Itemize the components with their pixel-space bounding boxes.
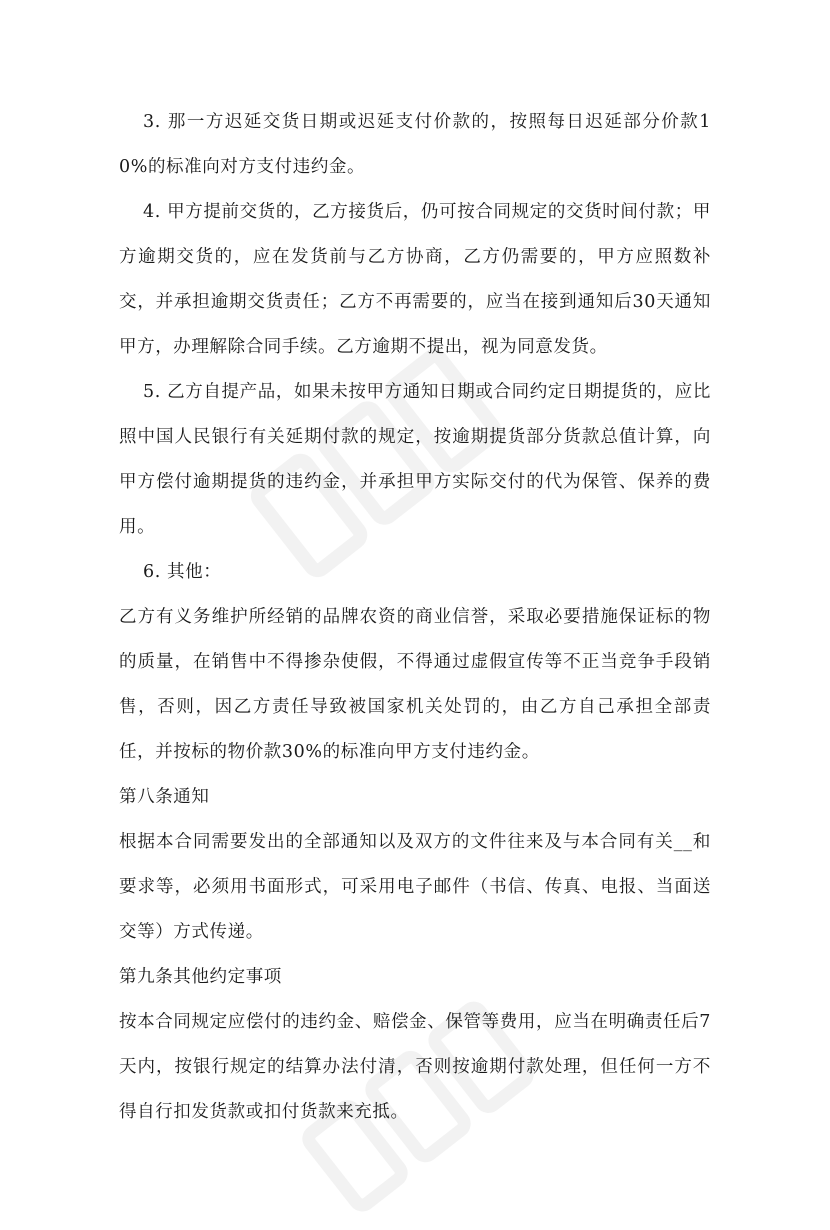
section-heading-article-9: 第九条其他约定事项 bbox=[119, 967, 282, 987]
document-body bbox=[119, 100, 711, 1135]
paragraph-clause-5: 5. 乙方自提产品，如果未按甲方通知日期或合同约定日期提货的，应比照中国人民银行有关延期付款的规定，按逾期提货部分货款总值计算，向甲方偿付逾期提货的违约金，并承担甲方实际交付的代为保管、保养的费用。 bbox=[119, 382, 711, 537]
paragraph-article-9-body: 按本合同规定应偿付的违约金、赔偿金、保管等费用，应当在明确责任后7天内，按银行规定的结算办法付清，否则按逾期付款处理，但任何一方不得自行扣发货款或扣付货款来充抵。 bbox=[119, 1012, 711, 1122]
paragraph-clause-3: 3. 那一方迟延交货日期或迟延支付价款的，按照每日迟延部分价款10%的标准向对方支付违约金。 bbox=[119, 112, 711, 177]
section-heading-article-8: 第八条通知 bbox=[119, 787, 210, 807]
paragraph-clause-6-heading: 6. 其他： bbox=[143, 562, 222, 582]
paragraph-clause-4: 4. 甲方提前交货的，乙方接货后，仍可按合同规定的交货时间付款；甲方逾期交货的，应在发货前与乙方协商，乙方仍需要的，甲方应照数补交，并承担逾期交货责任；乙方不再需要的，应当在接到通知后30天通知甲方，办理解除合同手续。乙方逾期不提出，视为同意发货。 bbox=[119, 202, 711, 357]
paragraph-article-8-body: 根据本合同需要发出的全部通知以及双方的文件往来及与本合同有关__和要求等，必须用书面形式，可采用电子邮件（书信、传真、电报、当面送交等）方式传递。 bbox=[119, 832, 711, 942]
paragraph-clause-6-body: 乙方有义务维护所经销的品牌农资的商业信誉，采取必要措施保证标的物的质量，在销售中不得掺杂使假，不得通过虚假宣传等不正当竞争手段销售，否则，因乙方责任导致被国家机关处罚的，由乙方自己承担全部责任，并按标的物价款30%的标准向甲方支付违约金。 bbox=[119, 607, 711, 762]
